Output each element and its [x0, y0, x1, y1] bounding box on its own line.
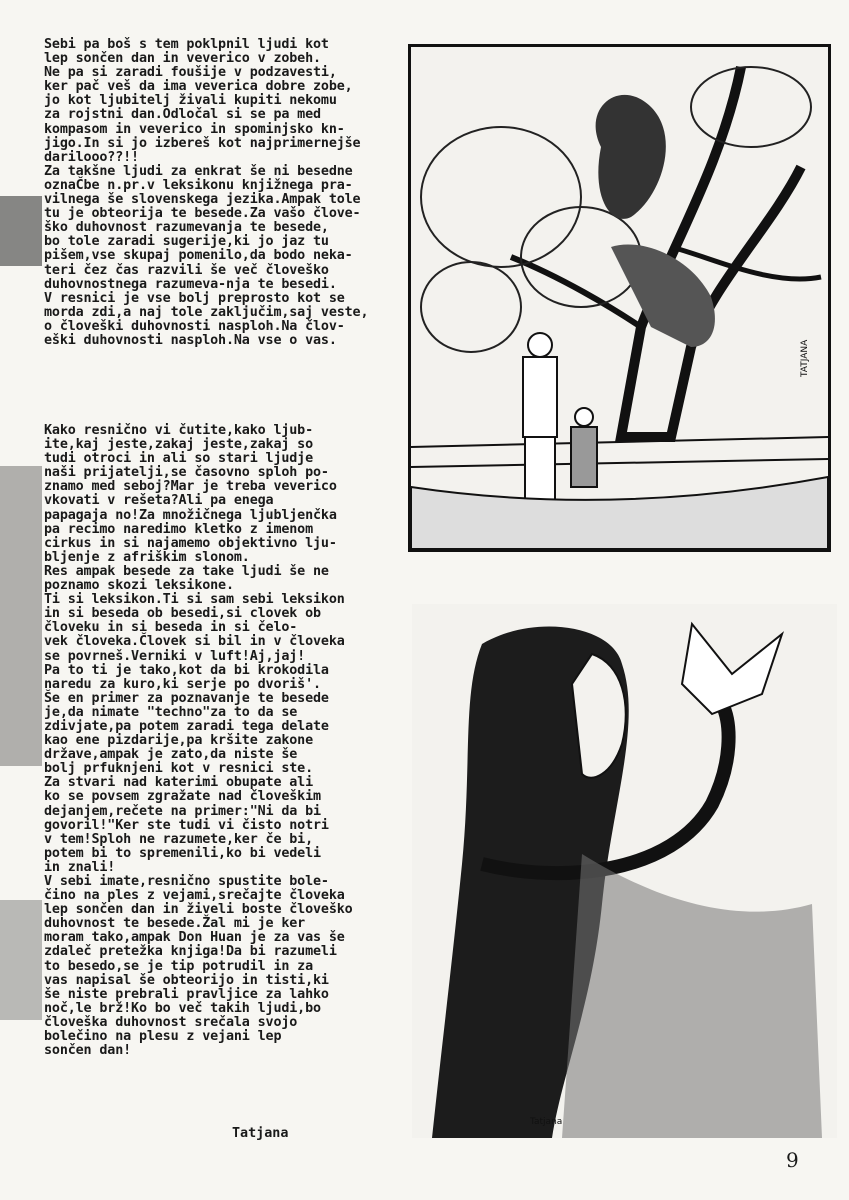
text-line: vkovati v rešeta?Ali pa enega [44, 493, 274, 509]
text-line: kompasom in veverico in spominjsko kn- [44, 121, 345, 137]
artist-mark-top: TATJANA [800, 339, 810, 377]
illustration-woman-bird [412, 604, 837, 1138]
text-line: znamo med seboj?Mar je treba veverico [44, 479, 337, 495]
text-line: bo tole zaradi sugerije,ki jo jaz tu [44, 234, 329, 250]
text-line: govoril!"Ker ste tudi vi čisto notri [44, 817, 329, 833]
text-line: duhovnostnega razumeva-nja te besedi. [44, 276, 337, 292]
scan-artifact [0, 466, 42, 766]
text-line: lep sončen dan in živeli boste človeško [44, 902, 353, 918]
author-signature: Tatjana [232, 1126, 289, 1141]
text-line: čino na ples z vejami,srečajte človeka [44, 888, 345, 904]
text-line: kao ene pizdarije,pa kršite zakone [44, 733, 314, 749]
text-line: Ne pa si zaradi foušije v podzavesti, [44, 65, 337, 81]
text-line: Ti si leksikon.Ti si sam sebi leksikon [44, 592, 345, 608]
text-line: Za stvari nad katerimi obupate ali [44, 775, 314, 791]
text-line: ker pač veš da ima veverica dobre zobe, [44, 79, 353, 95]
scan-artifact [0, 196, 42, 266]
article-paragraph-2 [44, 424, 436, 1058]
text-line: lep sončen dan in veverico v zobeh. [44, 51, 321, 67]
scan-artifact [0, 900, 42, 1020]
text-line: duhovnost te besede.Žal mi je ker [44, 916, 306, 932]
woman-bird-drawing [412, 604, 837, 1138]
text-line: jigo.In si jo izbereš kot najprimernejše [44, 135, 361, 151]
text-line: poznamo skozi leksikone. [44, 578, 234, 594]
text-line: pa recimo naredimo kletko z imenom [44, 521, 314, 537]
text-line: tu je obteorija te besede.Za vašo člove- [44, 206, 361, 222]
page-number: 9 [786, 1148, 799, 1172]
text-line: bolečino na plesu z vejani lep [44, 1029, 282, 1045]
text-line: vas napisal še obteorijo in tisti,ki [44, 972, 329, 988]
text-line: pišem,vse skupaj pomenilo,da bodo neka- [44, 248, 353, 264]
text-line: Za takšne ljudi za enkrat še ni besedne [44, 163, 353, 179]
text-line: Še en primer za poznavanje te besede [44, 690, 329, 706]
text-line: in si beseda ob besedi,si clovek ob [44, 606, 321, 622]
text-line: zdivjate,pa potem zaradi tega delate [44, 718, 329, 734]
text-line: teri čez čas razvili še več človeško [44, 262, 329, 278]
text-line: morda zdi,a naj tole zaključim,saj veste, [44, 304, 369, 320]
text-line: V resnici je vse bolj preprosto kot se [44, 290, 345, 306]
text-line: to besedo,se je tip potrudil in za [44, 958, 314, 974]
text-line: naši prijatelji,se časovno sploh po- [44, 465, 329, 481]
text-line: potem bi to spremenili,ko bi vedeli [44, 845, 321, 861]
text-line: vilnega še slovenskega jezika.Ampak tole [44, 192, 361, 208]
text-line: je,da nimate "techno"za to da se [44, 704, 298, 720]
artist-mark-bottom: Tatjana [530, 1117, 563, 1127]
text-line: moram tako,ampak Don Huan je za vas še [44, 930, 345, 946]
text-line: v tem!Sploh ne razumete,ker če bi, [44, 831, 314, 847]
text-line: darilooo??!! [44, 149, 139, 165]
text-line: bolj prfuknjeni kot v resnici ste. [44, 761, 314, 777]
text-line: še niste prebrali pravljice za lahko [44, 986, 329, 1002]
text-line: cirkus in si najamemo objektivno lju- [44, 535, 337, 551]
text-line: tudi otroci in ali so stari ljudje [44, 451, 314, 467]
text-line: Kako resnično vi čutite,kako ljub- [44, 423, 314, 438]
text-line: države,ampak je zato,da niste še [44, 747, 298, 763]
text-line: eški duhovnosti nasploh.Na vse o vas. [44, 332, 337, 348]
text-line: naredu za kuro,ki serje po dvoriš'. [44, 676, 321, 692]
text-line: bljenje z afriškim slonom. [44, 549, 250, 565]
tree-squirrel-drawing [411, 47, 828, 549]
text-line: za rojstni dan.Odločal si se pa med [44, 107, 321, 123]
illustration-tree-squirrel [408, 44, 831, 552]
text-line: papagaja no!Za množičnega ljubljenčka [44, 507, 337, 523]
text-line: se povrneš.Verniki v luft!Aj,jaj! [44, 648, 306, 664]
text-line: Pa to ti je tako,kot da bi krokodila [44, 662, 329, 678]
text-line: ško duhovnost razumevanja te besede, [44, 220, 329, 236]
text-line: človeku in si beseda in si čelo- [44, 620, 298, 636]
text-line: in znali! [44, 859, 116, 875]
text-line: V sebi imate,resnično spustite bole- [44, 874, 329, 889]
text-line: Res ampak besede za take ljudi še ne [44, 563, 329, 579]
article-paragraph-1 [44, 38, 436, 348]
text-line: vek človeka.Človek si bil in v človeka [44, 634, 345, 650]
text-line: zdaleč pretežka knjiga!Da bi razumeli [44, 944, 337, 960]
text-line: ite,kaj jeste,zakaj jeste,zakaj so [44, 437, 314, 453]
text-line: o človeški duhovnosti nasploh.Na člov- [44, 318, 345, 334]
text-line: ko se povsem zgražate nad človeškim [44, 789, 321, 805]
text-line: noč,le brž!Ko bo več takih ljudi,bo [44, 1000, 321, 1016]
text-line: jo kot ljubitelj živali kupiti nekomu [44, 93, 337, 109]
text-line: oznaČbe n.pr.v leksikonu knjižnega pra- [44, 177, 353, 193]
text-line: dejanjem,rečete na primer:"Ni da bi [44, 803, 321, 819]
text-line: človeška duhovnost srečala svojo [44, 1014, 298, 1030]
text-line: Sebi pa boš s tem poklpnil ljudi kot [44, 37, 329, 52]
text-line: sončen dan! [44, 1043, 132, 1059]
